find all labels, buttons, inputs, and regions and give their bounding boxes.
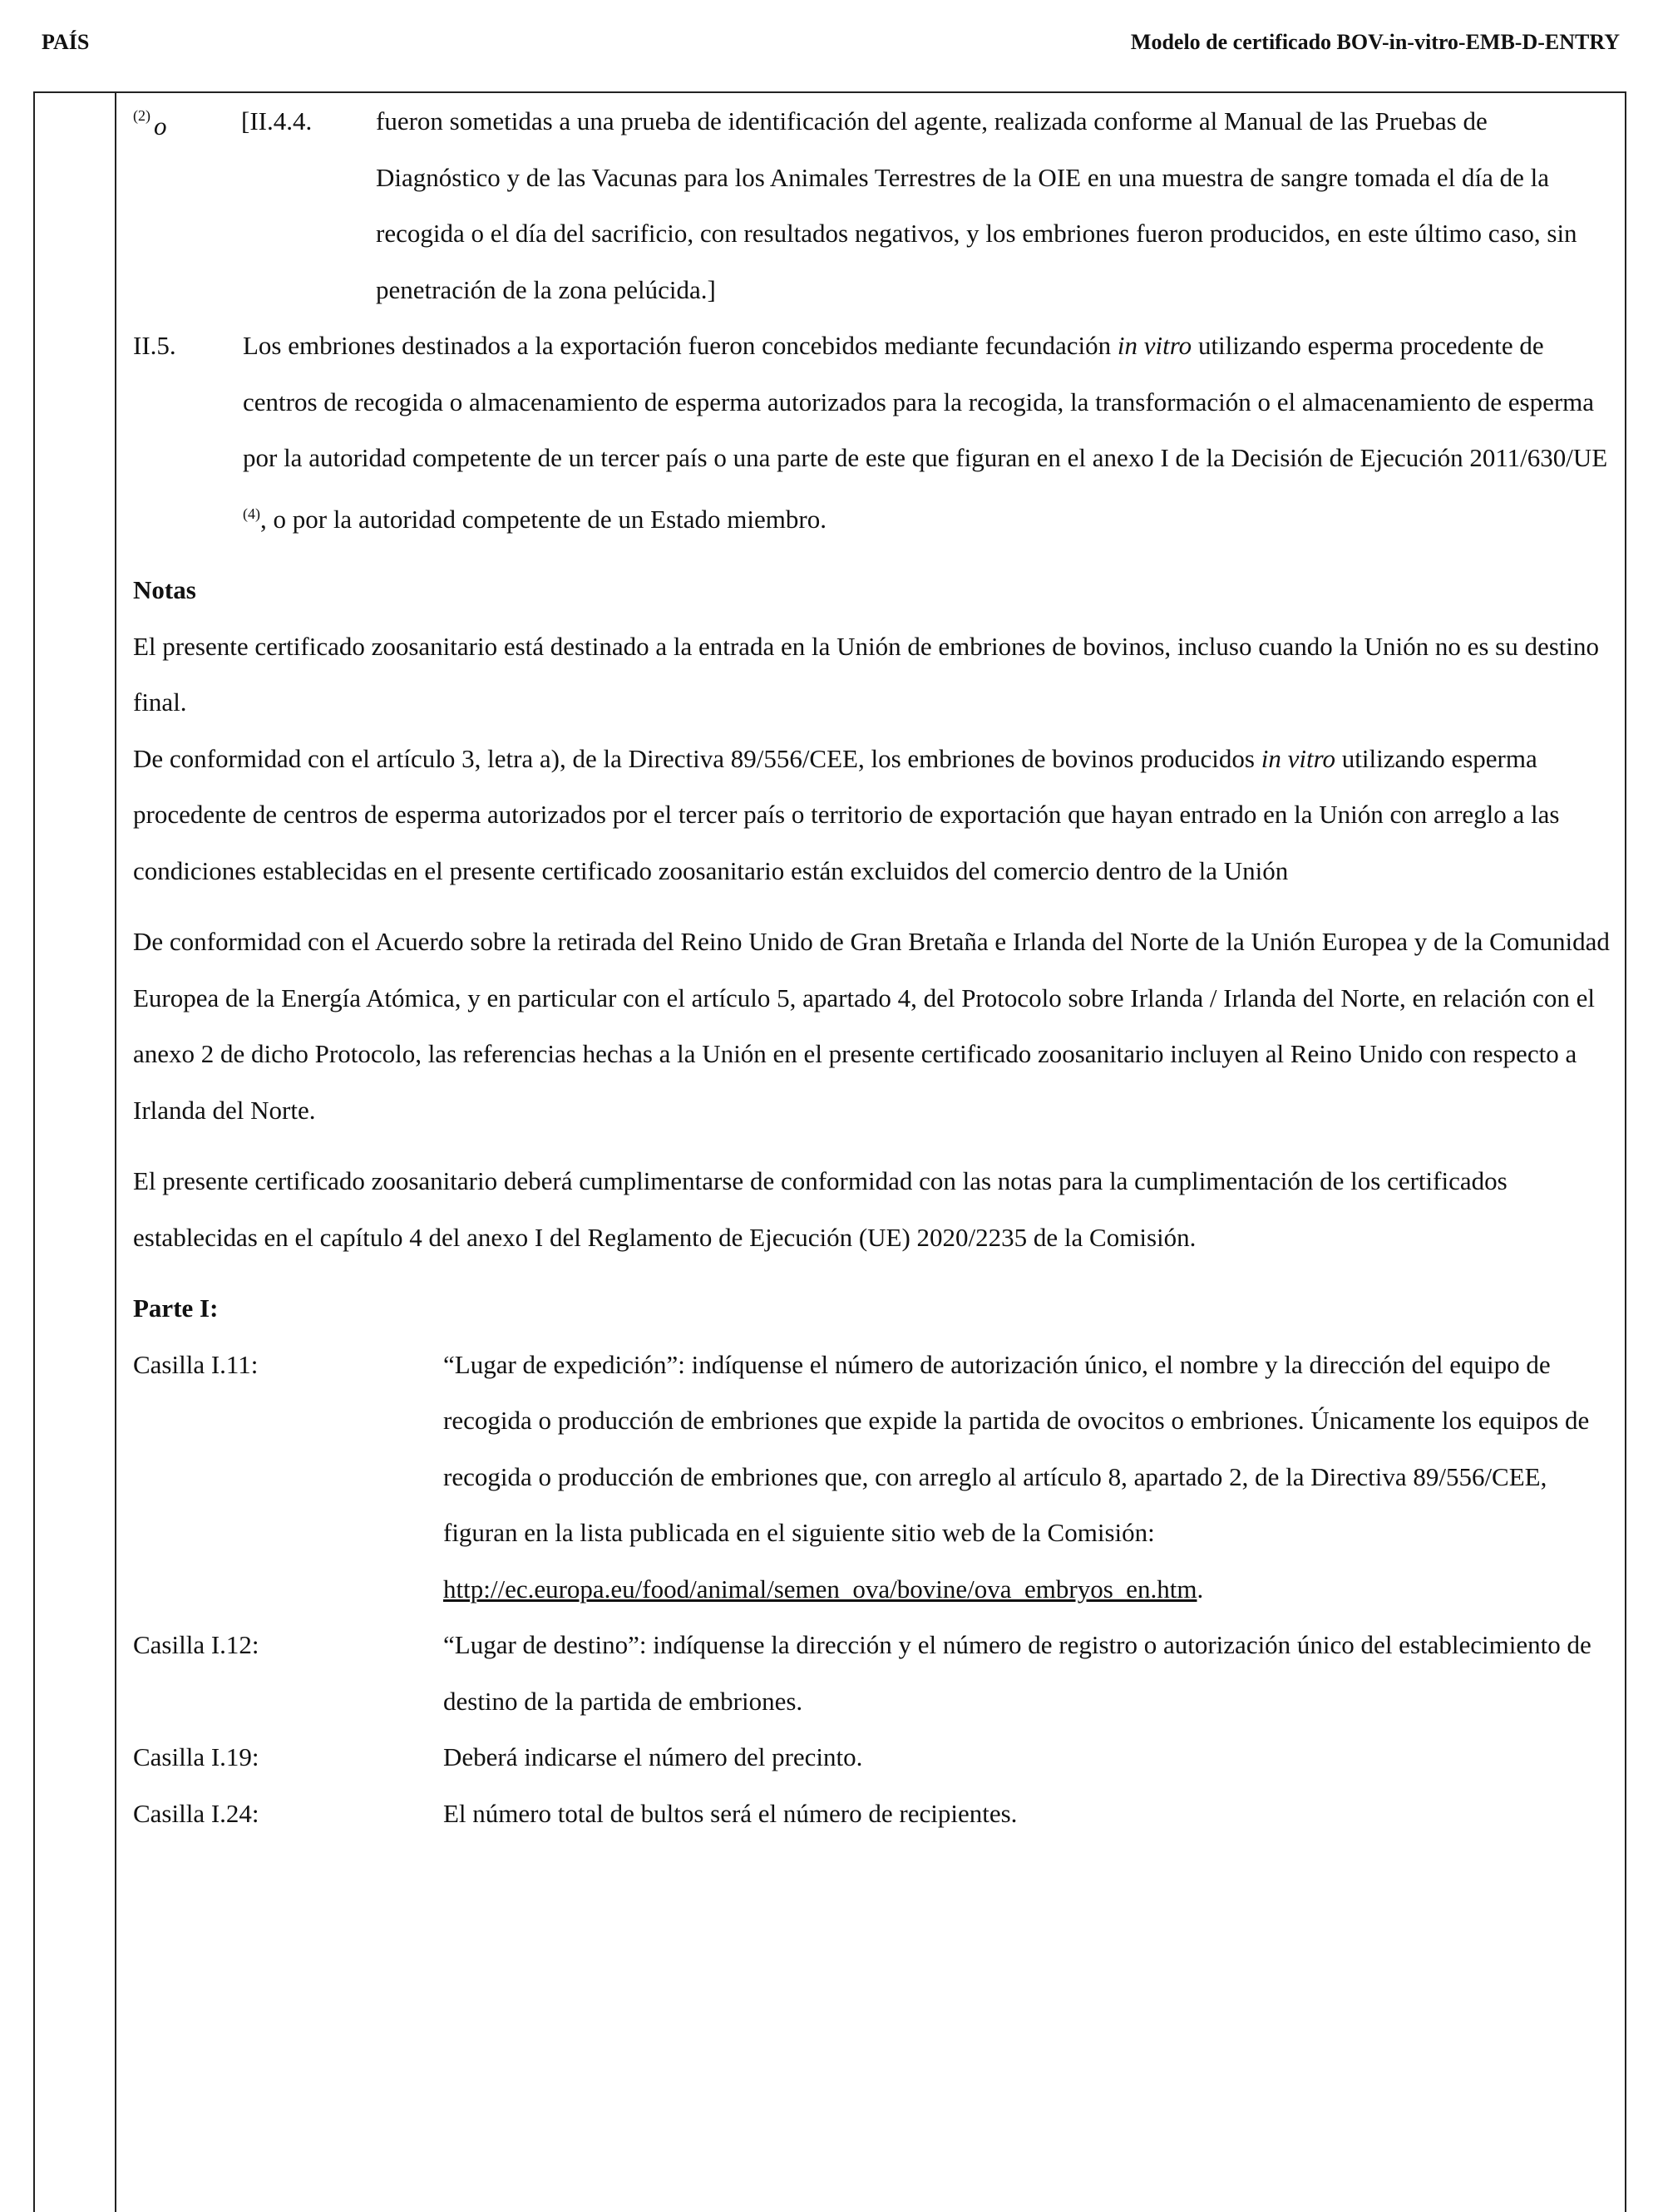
- commission-website-link[interactable]: http://ec.europa.eu/food/animal/semen_ova/bovine/ova_embryos_en.htm: [443, 1574, 1197, 1604]
- casilla-text: Deberá indicarse el número del precinto.: [443, 1742, 863, 1771]
- footnote-ref: (4): [243, 505, 260, 522]
- casilla-label: Casilla I.19:: [133, 1742, 259, 1771]
- casilla-label: Casilla I.11:: [133, 1349, 259, 1379]
- notes-paragraph-1: El presente certificado zoosanitario está destinado a la entrada en la Unión de embriones de bovinos, incluso cuando la Unión no es su destino final.: [133, 631, 1600, 717]
- casilla-i11: [133, 1337, 1615, 1618]
- header-model-title: Modelo de certificado BOV-in-vitro-EMB-D-ENTRY: [1130, 30, 1620, 54]
- casilla-text: El número total de bultos será el número de recipientes.: [443, 1798, 1018, 1828]
- certificate-content: [133, 93, 1615, 1841]
- parte-i-heading: Parte I:: [133, 1293, 219, 1323]
- casilla-i12: [133, 1617, 1615, 1729]
- notes-paragraph-4: El presente certificado zoosanitario deberá cumplimentarse de conformidad con las notas para la cumplimentación de los certificados establecidas en el capítulo 4 del anexo I del Reglamento de Ejecución (UE) 2020/2235 de la Comisión.: [133, 1166, 1508, 1252]
- notes-paragraph-2: De conformidad con el artículo 3, letra a), de la Directiva 89/556/CEE, los embriones de bovinos producidos in vitro utilizando esperma procedente de centros de esperma autorizados por el tercer país o territorio de exportación que hayan entrado en la Unión con arreglo a las condiciones establecidas en el presente certificado zoosanitario están excluidos del comercio dentro de la Unión: [133, 743, 1560, 885]
- option-marker: [133, 93, 241, 318]
- frame-inner-divider: [115, 91, 116, 2212]
- option-letter: o: [154, 111, 167, 141]
- italic-term: in vitro: [1261, 743, 1335, 773]
- item-text: fueron sometidas a una prueba de identificación del agente, realizada conforme al Manual de las Pruebas de Diagnóstico y de las Vacunas para los Animales Terrestres de la OIE en una muestra de sangre tomada el día de la recogida o el día del sacrificio, con resultados negativos, y los embriones fueron producidos, en este último caso, sin penetración de la zona pelúcida.]: [376, 106, 1577, 304]
- casilla-label: Casilla I.24:: [133, 1798, 259, 1828]
- item-number: II.5.: [133, 331, 176, 360]
- italic-term: in vitro: [1117, 331, 1192, 360]
- footnote-ref: (2): [133, 107, 151, 124]
- item-ii-5: [133, 318, 1615, 547]
- item-ii-4-4: [133, 93, 1615, 318]
- casilla-text: “Lugar de expedición”: indíquense el número de autorización único, el nombre y la dirección del equipo de recogida o producción de embriones que expide la partida de ovocitos o embriones. Únicamente los equipos de recogida o producción de embriones que, con arreglo al artículo 8, apartado 2, de la Directiva 89/556/CEE, figuran en la lista publicada en el siguiente sitio web de la Comisión: http://ec.europa.eu/food/animal/semen_ova/bovine/ova_embryos_en.htm.: [443, 1349, 1590, 1604]
- item-text: Los embriones destinados a la exportación fueron concebidos mediante fecundación in vitro utilizando esperma procedente de centros de recogida o almacenamiento de esperma autorizados para la recogida, la transformación o el almacenamiento de esperma por la autoridad competente de un tercer país o una parte de este que figuran en el anexo I de la Decisión de Ejecución 2011/630/UE $^{(4)}$, o por la autoridad competente de un Estado miembro.: [243, 331, 1608, 534]
- casilla-label: Casilla I.12:: [133, 1630, 259, 1659]
- item-number: [II.4.4.: [241, 106, 313, 135]
- casilla-text: “Lugar de destino”: indíquense la dirección y el número de registro o autorización único del establecimiento de destino de la partida de embriones.: [443, 1630, 1591, 1716]
- notes-paragraph-3: De conformidad con el Acuerdo sobre la retirada del Reino Unido de Gran Bretaña e Irlanda del Norte de la Unión Europea y de la Comunidad Europea de la Energía Atómica, y en particular con el artículo 5, apartado 4, del Protocolo sobre Irlanda / Irlanda del Norte, en relación con el anexo 2 de dicho Protocolo, las referencias hechas a la Unión en el presente certificado zoosanitario incluyen al Reino Unido con respecto a Irlanda del Norte.: [133, 927, 1610, 1125]
- casilla-i19: [133, 1729, 1615, 1786]
- header-country: PAÍS: [42, 30, 90, 54]
- casilla-i24: [133, 1786, 1615, 1842]
- notes-heading: Notas: [133, 575, 196, 604]
